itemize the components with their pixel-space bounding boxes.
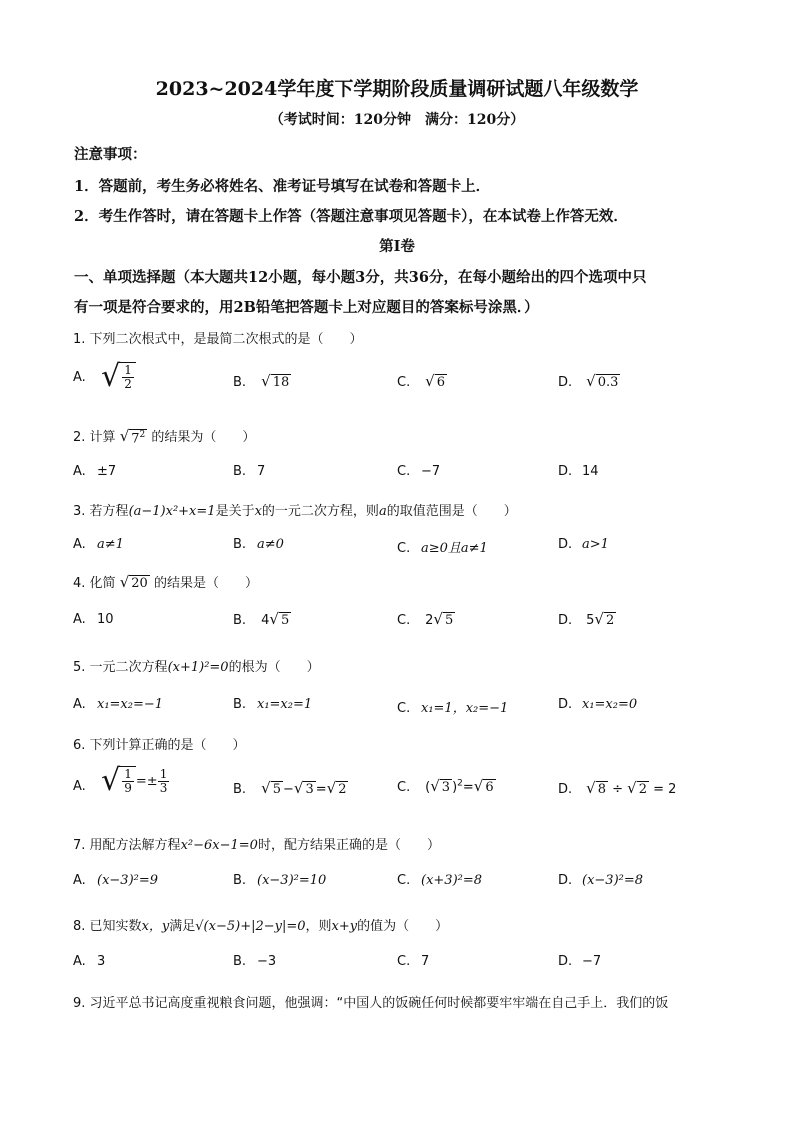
option-label: C. bbox=[397, 613, 411, 628]
option-text: a>1 bbox=[582, 537, 609, 552]
q8-option-d[interactable] bbox=[558, 954, 601, 969]
q1-option-a[interactable] bbox=[73, 359, 136, 394]
option-label: C. bbox=[397, 873, 411, 888]
option-text: 10 bbox=[97, 612, 114, 627]
question-number: 5. bbox=[73, 660, 86, 675]
option-math: √ 18 bbox=[261, 372, 290, 390]
option-label: A. bbox=[73, 369, 86, 385]
q2-option-d[interactable] bbox=[558, 464, 599, 479]
option-text: (x−3)²=8 bbox=[582, 873, 644, 888]
question-text-pre: 已知实数 bbox=[89, 919, 142, 934]
question-vars: x，y bbox=[141, 919, 170, 934]
option-label: C. bbox=[397, 701, 411, 716]
question-text-post: 时，配方结果正确的是（ ） bbox=[257, 838, 440, 853]
q6-option-c[interactable] bbox=[397, 779, 496, 795]
q2-option-c[interactable] bbox=[397, 464, 440, 479]
q7-option-a[interactable] bbox=[73, 873, 158, 888]
question-number: 6. bbox=[73, 738, 86, 753]
option-label: A. bbox=[73, 873, 86, 888]
q1-option-c[interactable] bbox=[397, 374, 447, 390]
option-text: 3 bbox=[97, 954, 106, 969]
option-math: √ $\frac{1}{2}$ bbox=[101, 362, 136, 392]
question-text-post: 的结果为（ ） bbox=[151, 430, 256, 445]
option-text: ±7 bbox=[97, 464, 117, 479]
option-text: (x−3)²=9 bbox=[97, 873, 159, 888]
question-5-stem bbox=[73, 656, 320, 675]
option-label: A. bbox=[73, 779, 86, 794]
option-label: D. bbox=[558, 697, 573, 712]
option-text: a≠1 bbox=[97, 537, 124, 552]
question-6-stem bbox=[73, 734, 246, 753]
question-var: x bbox=[254, 504, 262, 519]
option-label: C. bbox=[397, 464, 411, 479]
q7-option-b[interactable] bbox=[233, 873, 326, 888]
option-label: B. bbox=[233, 873, 247, 888]
option-text: 7 bbox=[421, 954, 430, 969]
option-label: D. bbox=[558, 613, 573, 628]
question-text: 习近平总书记高度重视粮食问题，他强调：“中国人的饭碗任何时候都要牢牢端在自己手上．我们的饭 bbox=[89, 996, 669, 1011]
q5-option-b[interactable] bbox=[233, 697, 312, 712]
option-math: 4 √ 5 bbox=[261, 610, 290, 628]
q1-option-d[interactable] bbox=[558, 374, 620, 390]
question-math: (a−1)x²+x=1 bbox=[128, 504, 216, 519]
q8-option-a[interactable] bbox=[73, 954, 105, 969]
option-text: x₁=x₂=−1 bbox=[97, 697, 164, 712]
option-text: −3 bbox=[257, 954, 277, 969]
question-text-post: 的根为（ ） bbox=[228, 660, 320, 675]
option-text: (x+3)²=8 bbox=[421, 873, 483, 888]
option-label: B. bbox=[233, 697, 247, 712]
question-number: 7. bbox=[73, 838, 86, 853]
question-8-stem bbox=[73, 915, 448, 934]
q1-option-b[interactable] bbox=[233, 374, 291, 390]
q5-option-c[interactable] bbox=[397, 697, 508, 716]
q4-option-b[interactable] bbox=[233, 612, 291, 628]
q4-option-d[interactable] bbox=[558, 612, 616, 628]
question-number: 1. bbox=[73, 332, 86, 347]
question-text-pre: 化简 bbox=[89, 576, 116, 591]
question-number: 9. bbox=[73, 996, 86, 1011]
option-math: 2 √ 5 bbox=[425, 610, 454, 628]
option-text: −7 bbox=[421, 464, 441, 479]
option-math: √ $\frac{1}{9}$ =± $\frac{1}{3}$ bbox=[101, 763, 168, 798]
option-text: (x−3)²=10 bbox=[257, 873, 327, 888]
option-math: √ 6 bbox=[425, 372, 445, 390]
question-text-mid2: 的一元二次方程，则 bbox=[261, 504, 379, 519]
question-text: 下列二次根式中，是最简二次根式的是（ ） bbox=[89, 332, 363, 347]
option-label: B. bbox=[233, 954, 247, 969]
option-label: A. bbox=[73, 954, 86, 969]
part1-instructions-line2: 有一项是符合要求的，用2B铅笔把答题卡上对应题目的答案标号涂黑．） bbox=[74, 299, 539, 316]
q3-option-b[interactable] bbox=[233, 537, 284, 552]
q7-option-c[interactable] bbox=[397, 873, 482, 888]
option-text: x₁=x₂=0 bbox=[582, 697, 638, 712]
option-text: a≠0 bbox=[257, 537, 284, 552]
option-label: D. bbox=[558, 375, 573, 390]
q8-option-b[interactable] bbox=[233, 954, 276, 969]
option-label: B. bbox=[233, 613, 247, 628]
q6-option-b[interactable] bbox=[233, 781, 348, 797]
q2-option-b[interactable] bbox=[233, 464, 265, 479]
option-label: B. bbox=[233, 537, 247, 552]
question-text-post: 的取值范围是（ ） bbox=[386, 504, 517, 519]
option-label: C. bbox=[397, 375, 411, 390]
section-title: 第Ⅰ卷 bbox=[379, 238, 415, 255]
question-number: 2. bbox=[73, 430, 86, 445]
option-label: A. bbox=[73, 697, 86, 712]
option-math: ( √ 3 )$^2$= √ 6 bbox=[425, 777, 494, 796]
q6-option-a[interactable] bbox=[73, 763, 169, 798]
q5-option-a[interactable] bbox=[73, 697, 163, 712]
q5-option-d[interactable] bbox=[558, 697, 637, 712]
q4-option-a[interactable] bbox=[73, 612, 114, 627]
option-text: a≥0且a≠1 bbox=[421, 541, 488, 556]
question-math2: x+y bbox=[331, 919, 358, 934]
exam-subtitle: （考试时间：120分钟 满分：120分） bbox=[269, 112, 525, 128]
option-label: C. bbox=[397, 780, 411, 796]
option-math: √ 0.3 bbox=[586, 372, 619, 390]
option-label: C. bbox=[397, 541, 411, 556]
option-math: √ 8 ÷ √ 2 = 2 bbox=[586, 779, 677, 797]
question-text-post: 的结果是（ ） bbox=[153, 576, 258, 591]
question-math: x²−6x−1=0 bbox=[180, 838, 258, 853]
option-label: D. bbox=[558, 464, 573, 479]
option-label: D. bbox=[558, 954, 573, 969]
question-number: 4. bbox=[73, 576, 86, 591]
q2-option-a[interactable] bbox=[73, 464, 116, 479]
question-9-stem bbox=[73, 992, 668, 1011]
q6-option-d[interactable] bbox=[558, 781, 676, 797]
question-2-stem bbox=[73, 426, 255, 446]
question-number: 3. bbox=[73, 504, 86, 519]
question-math: √ 20 bbox=[119, 573, 148, 591]
q3-option-d[interactable] bbox=[558, 537, 609, 552]
option-text: 14 bbox=[582, 464, 599, 479]
option-label: D. bbox=[558, 782, 573, 797]
option-text: x₁=1，x₂=−1 bbox=[421, 701, 509, 716]
notice-heading: 注意事项： bbox=[74, 146, 147, 163]
q8-option-c[interactable] bbox=[397, 954, 429, 969]
question-text: 下列计算正确的是（ ） bbox=[89, 738, 246, 753]
question-text-pre: 一元二次方程 bbox=[89, 660, 168, 675]
option-text: −7 bbox=[582, 954, 602, 969]
option-math: 5 √ 2 bbox=[586, 610, 615, 628]
question-3-stem bbox=[73, 500, 517, 519]
question-number: 8. bbox=[73, 919, 86, 934]
option-label: A. bbox=[73, 464, 86, 479]
question-text-mid2: ，则 bbox=[305, 919, 332, 934]
q3-option-c[interactable] bbox=[397, 537, 488, 556]
part1-instructions-line1: 一、单项选择题（本大题共12小题，每小题3分，共36分，在每小题给出的四个选项中只 bbox=[74, 269, 647, 286]
question-math: √ $7^2$ bbox=[119, 427, 146, 447]
question-text-pre: 计算 bbox=[89, 430, 116, 445]
option-label: D. bbox=[558, 537, 573, 552]
question-math: (x+1)²=0 bbox=[167, 660, 229, 675]
option-label: D. bbox=[558, 873, 573, 888]
question-1-stem bbox=[73, 328, 363, 347]
question-text-post: 的值为（ ） bbox=[357, 919, 449, 934]
question-var2: a bbox=[378, 504, 387, 519]
option-label: B. bbox=[233, 375, 247, 390]
question-4-stem bbox=[73, 572, 258, 591]
question-math: √(x−5)+|2−y|=0 bbox=[195, 919, 306, 934]
q7-option-d[interactable] bbox=[558, 873, 643, 888]
option-text: 7 bbox=[257, 464, 266, 479]
option-label: B. bbox=[233, 464, 247, 479]
option-label: A. bbox=[73, 612, 86, 627]
notice-item-2: 2．考生作答时，请在答题卡上作答（答题注意事项见答题卡），在本试卷上作答无效． bbox=[74, 208, 628, 225]
exam-title: 2023~2024学年度下学期阶段质量调研试题八年级数学 bbox=[155, 78, 639, 100]
option-label: C. bbox=[397, 954, 411, 969]
question-text-pre: 若方程 bbox=[89, 504, 129, 519]
option-label: A. bbox=[73, 537, 86, 552]
option-math: √ 5 − √ 3 = √ 2 bbox=[261, 779, 347, 797]
option-label: B. bbox=[233, 782, 247, 797]
option-text: x₁=x₂=1 bbox=[257, 697, 313, 712]
q3-option-a[interactable] bbox=[73, 537, 124, 552]
question-text-pre: 用配方法解方程 bbox=[89, 838, 181, 853]
q4-option-c[interactable] bbox=[397, 612, 455, 628]
question-7-stem bbox=[73, 834, 440, 853]
question-text-mid: 满足 bbox=[169, 919, 196, 934]
question-text-mid: 是关于 bbox=[215, 504, 255, 519]
notice-item-1: 1．答题前，考生务必将姓名、准考证号填写在试卷和答题卡上． bbox=[74, 178, 491, 195]
